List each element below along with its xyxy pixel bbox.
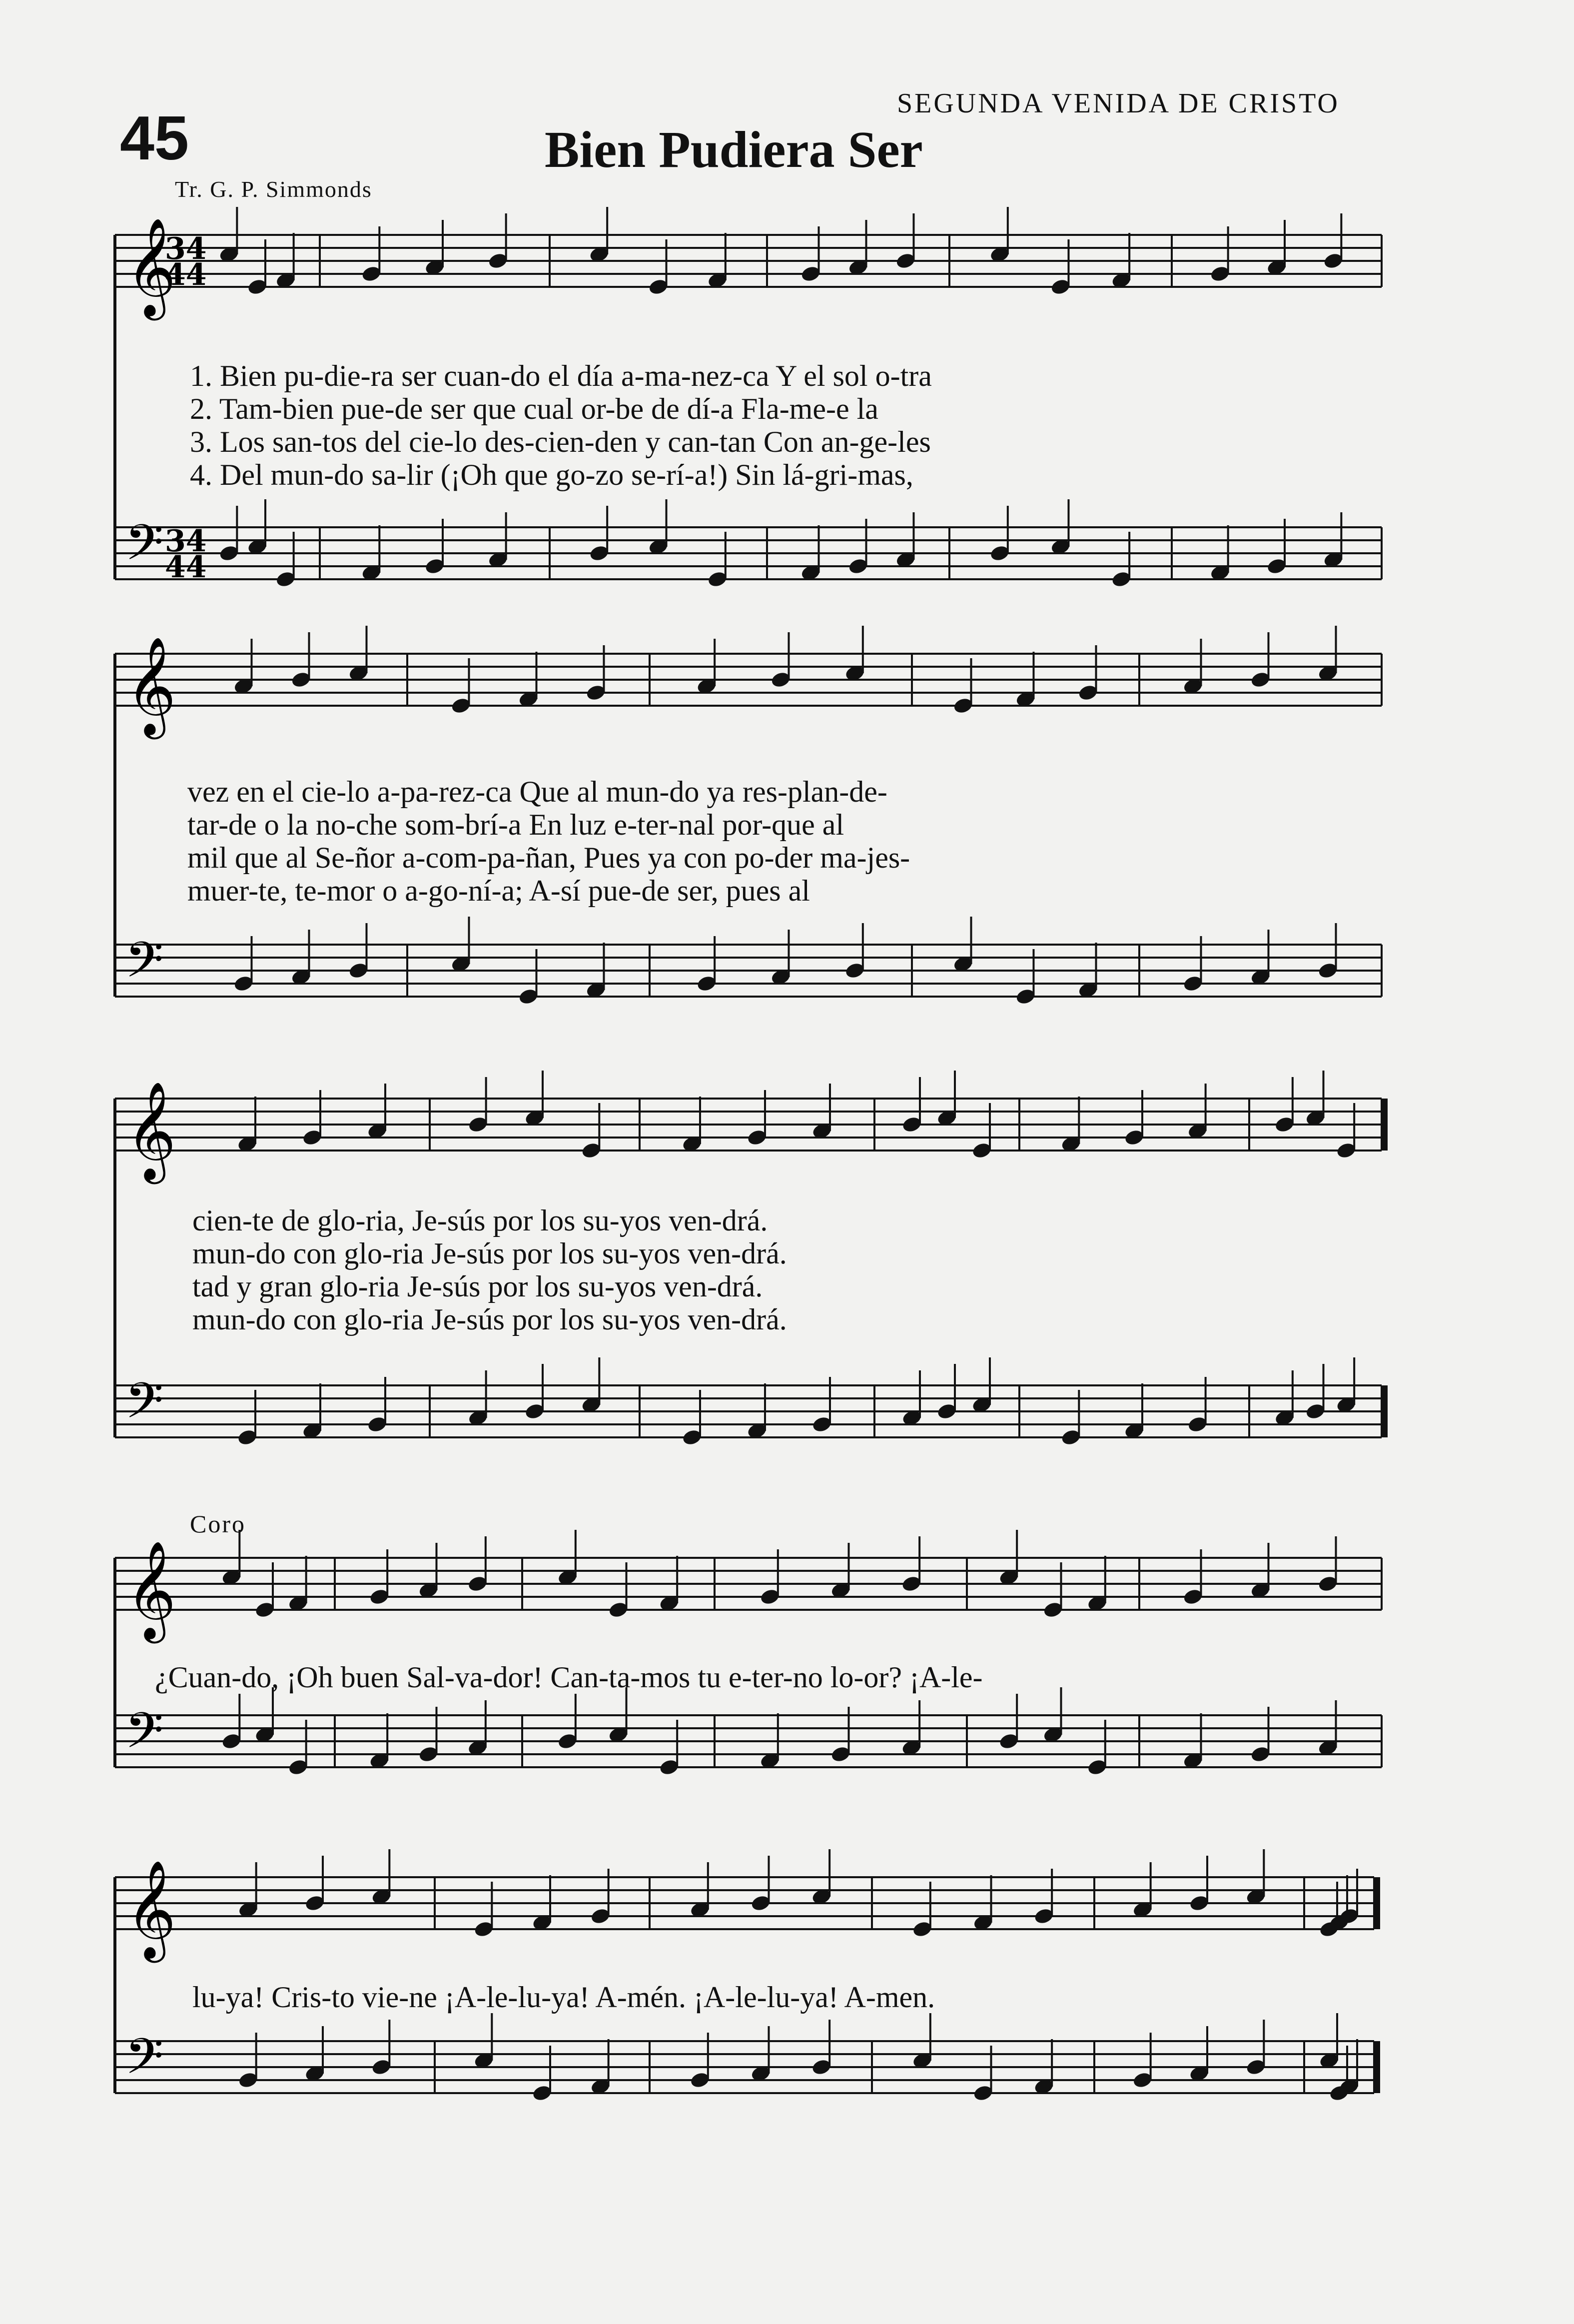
bass-clef-icon: 𝄢 [125,514,164,584]
time-signature-primary: 34 [165,231,207,266]
treble-clef-icon: 𝄞 [126,217,176,316]
time-signature-secondary: 44 [165,257,207,292]
hymn-number: 45 [120,104,189,173]
treble-clef-icon: 𝄞 [126,636,176,735]
lyric-line-s3-v2: mun-do con glo-ria Je-sús por los su-yos ven-drá. [192,1237,787,1270]
section-title: SEGUNDA VENIDA DE CRISTO [897,88,1340,119]
lyric-line-s2-v1: vez en el cie-lo a-pa-rez-ca Que al mun-do ya res-plan-de- [187,775,887,808]
lyric-line-s1-v1: 1. Bien pu-die-ra ser cuan-do el día a-ma-nez-ca Y el sol o-tra [190,359,932,392]
lyric-line-s2-v2: tar-de o la no-che som-brí-a En luz e-ter-nal por-que al [187,808,844,841]
lyric-line-s3-v4: mun-do con glo-ria Je-sús por los su-yos ven-drá. [192,1303,787,1336]
lyric-line-s1-v4: 4. Del mun-do sa-lir (¡Oh que go-zo se-rí-a!) Sin lá-gri-mas, [190,458,913,491]
final-bar-line [1381,1385,1388,1437]
bass-clef-icon: 𝄢 [125,1372,164,1442]
lyric-line-s1-v2: 2. Tam-bien pue-de ser que cual or-be de dí-a Fla-me-e la [190,392,878,425]
bass-clef-icon: 𝄢 [125,1702,164,1772]
lyric-line-s3-v1: cien-te de glo-ria, Je-sús por los su-yos ven-drá. [192,1204,768,1237]
bass-clef-icon: 𝄢 [125,932,164,1001]
lyric-line-s1-v3: 3. Los san-tos del cie-lo des-cien-den y can-tan Con an-ge-les [190,425,931,458]
chorus-label: Coro [190,1510,246,1538]
lyric-line-s2-v4: muer-te, te-mor o a-go-ní-a; A-sí pue-de ser, pues al [187,874,810,907]
final-bar-line [1381,1099,1388,1151]
treble-clef-icon: 𝄞 [126,1081,176,1180]
final-bar-line [1373,2041,1380,2093]
lyric-line-chorus-1: ¿Cuan-do, ¡Oh buen Sal-va-dor! Can-ta-mos tu e-ter-no lo-or? ¡A-le- [155,1661,983,1694]
treble-clef-icon: 𝄞 [126,1540,176,1639]
final-bar-line [1373,1877,1380,1929]
treble-clef-icon: 𝄞 [126,1860,176,1959]
lyric-line-chorus-2: lu-ya! Cris-to vie-ne ¡A-le-lu-ya! A-mén. ¡A-le-lu-ya! A-men. [192,1981,935,2014]
lyric-line-s2-v3: mil que al Se-ñor a-com-pa-ñan, Pues ya con po-der ma-jes- [187,841,910,874]
bass-clef-icon: 𝄢 [125,2028,164,2098]
hymn-title: Bien Pudiera Ser [545,121,923,178]
lyric-line-s3-v3: tad y gran glo-ria Je-sús por los su-yos ven-drá. [192,1270,763,1303]
time-signature-secondary: 44 [165,550,207,585]
translator-credit: Tr. G. P. Simmonds [175,176,372,202]
time-signature-primary: 34 [165,524,207,559]
